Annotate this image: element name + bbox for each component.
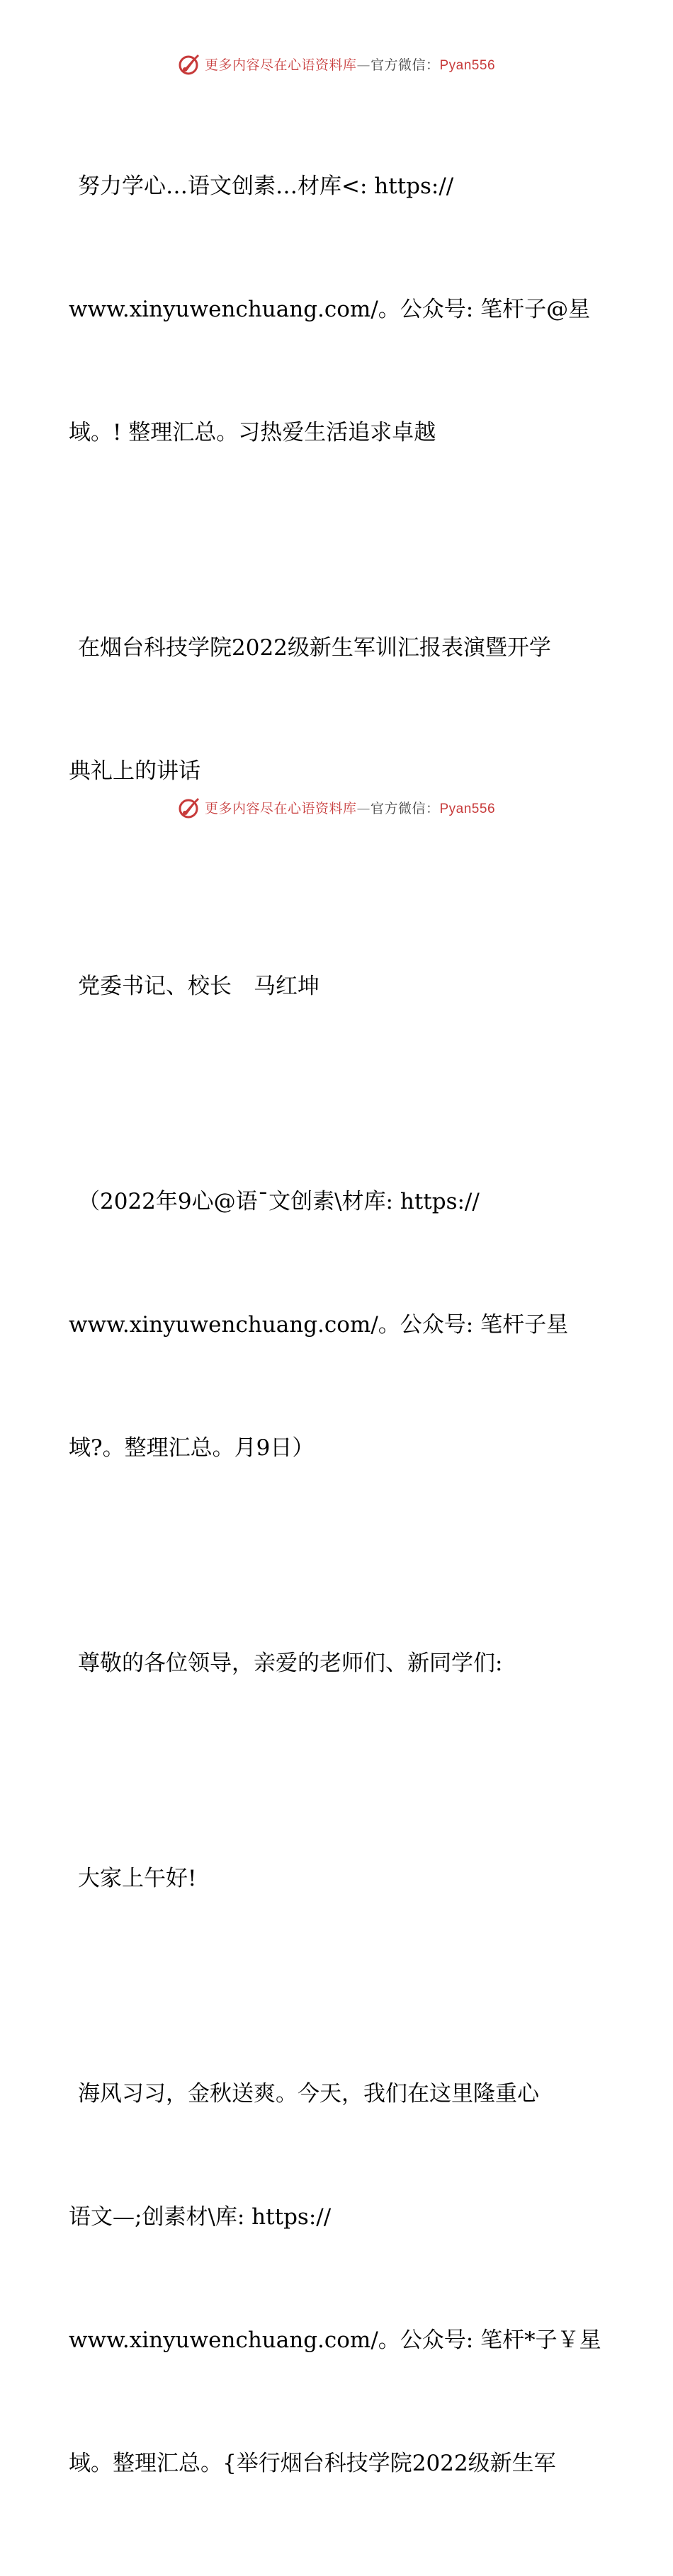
banner-text [205, 55, 495, 74]
intro-line-1: 努力学心…语文创素…材库<: https:// [78, 173, 454, 199]
date-line-1: （2022年9心@语¯文创素\材库: https:// [78, 1189, 480, 1214]
banner-wechat-label: 官方微信： [370, 57, 440, 73]
salutation-paragraph [69, 1561, 607, 1766]
banner-wechat-handle: Pyan556 [439, 801, 496, 816]
intro-line-2: www.xinyuwenchuang.com/。公众号: 笔杆子@星 [69, 297, 591, 322]
speech-author [69, 884, 607, 1089]
intro-paragraph [69, 84, 607, 535]
speech-title [69, 545, 607, 874]
salutation-line: 尊敬的各位领导，亲爱的老师们、新同学们: [78, 1651, 503, 1676]
banner-text [205, 798, 495, 817]
body-paragraph [69, 1991, 607, 2566]
banner-main-text: 更多内容尽在心语资料库 [204, 800, 357, 816]
title-line-2: 典礼上的讲话 [69, 758, 200, 784]
header-watermark-banner [0, 50, 673, 78]
banner-separator: — [356, 57, 371, 73]
date-line-3: 域?。整理汇总。月9日） [69, 1435, 315, 1461]
body-line-4: 域。整理汇总。{举行烟台科技学院2022级新生军 [69, 2451, 556, 2476]
body-line-3: www.xinyuwenchuang.com/。公众号: 笔杆*子￥星 [69, 2327, 601, 2353]
greeting-paragraph [69, 1776, 607, 1981]
banner-main-text: 更多内容尽在心语资料库 [204, 57, 357, 73]
greeting-line: 大家上午好! [78, 1866, 197, 1891]
brush-logo-icon [178, 795, 202, 819]
brush-logo-icon [178, 52, 202, 76]
intro-line-3: 域。! 整理汇总。习热爱生活追求卓越 [69, 420, 436, 445]
author-line: 党委书记、校长 马红坤 [78, 974, 319, 999]
footer-watermark-banner [0, 793, 673, 821]
body-line-2: 语文—;创素材\库: https:// [69, 2204, 332, 2230]
date-line-2: www.xinyuwenchuang.com/。公众号: 笔杆子星 [69, 1312, 569, 1338]
document-body [69, 84, 607, 2576]
banner-wechat-handle: Pyan556 [439, 57, 496, 73]
speech-date [69, 1099, 607, 1551]
body-line-1: 海风习习，金秋送爽。今天，我们在这里隆重心 [78, 2081, 539, 2107]
banner-wechat-label: 官方微信： [370, 800, 440, 816]
banner-separator: — [356, 800, 371, 816]
title-line-1: 在烟台科技学院2022级新生军训汇报表演暨开学 [78, 635, 551, 661]
